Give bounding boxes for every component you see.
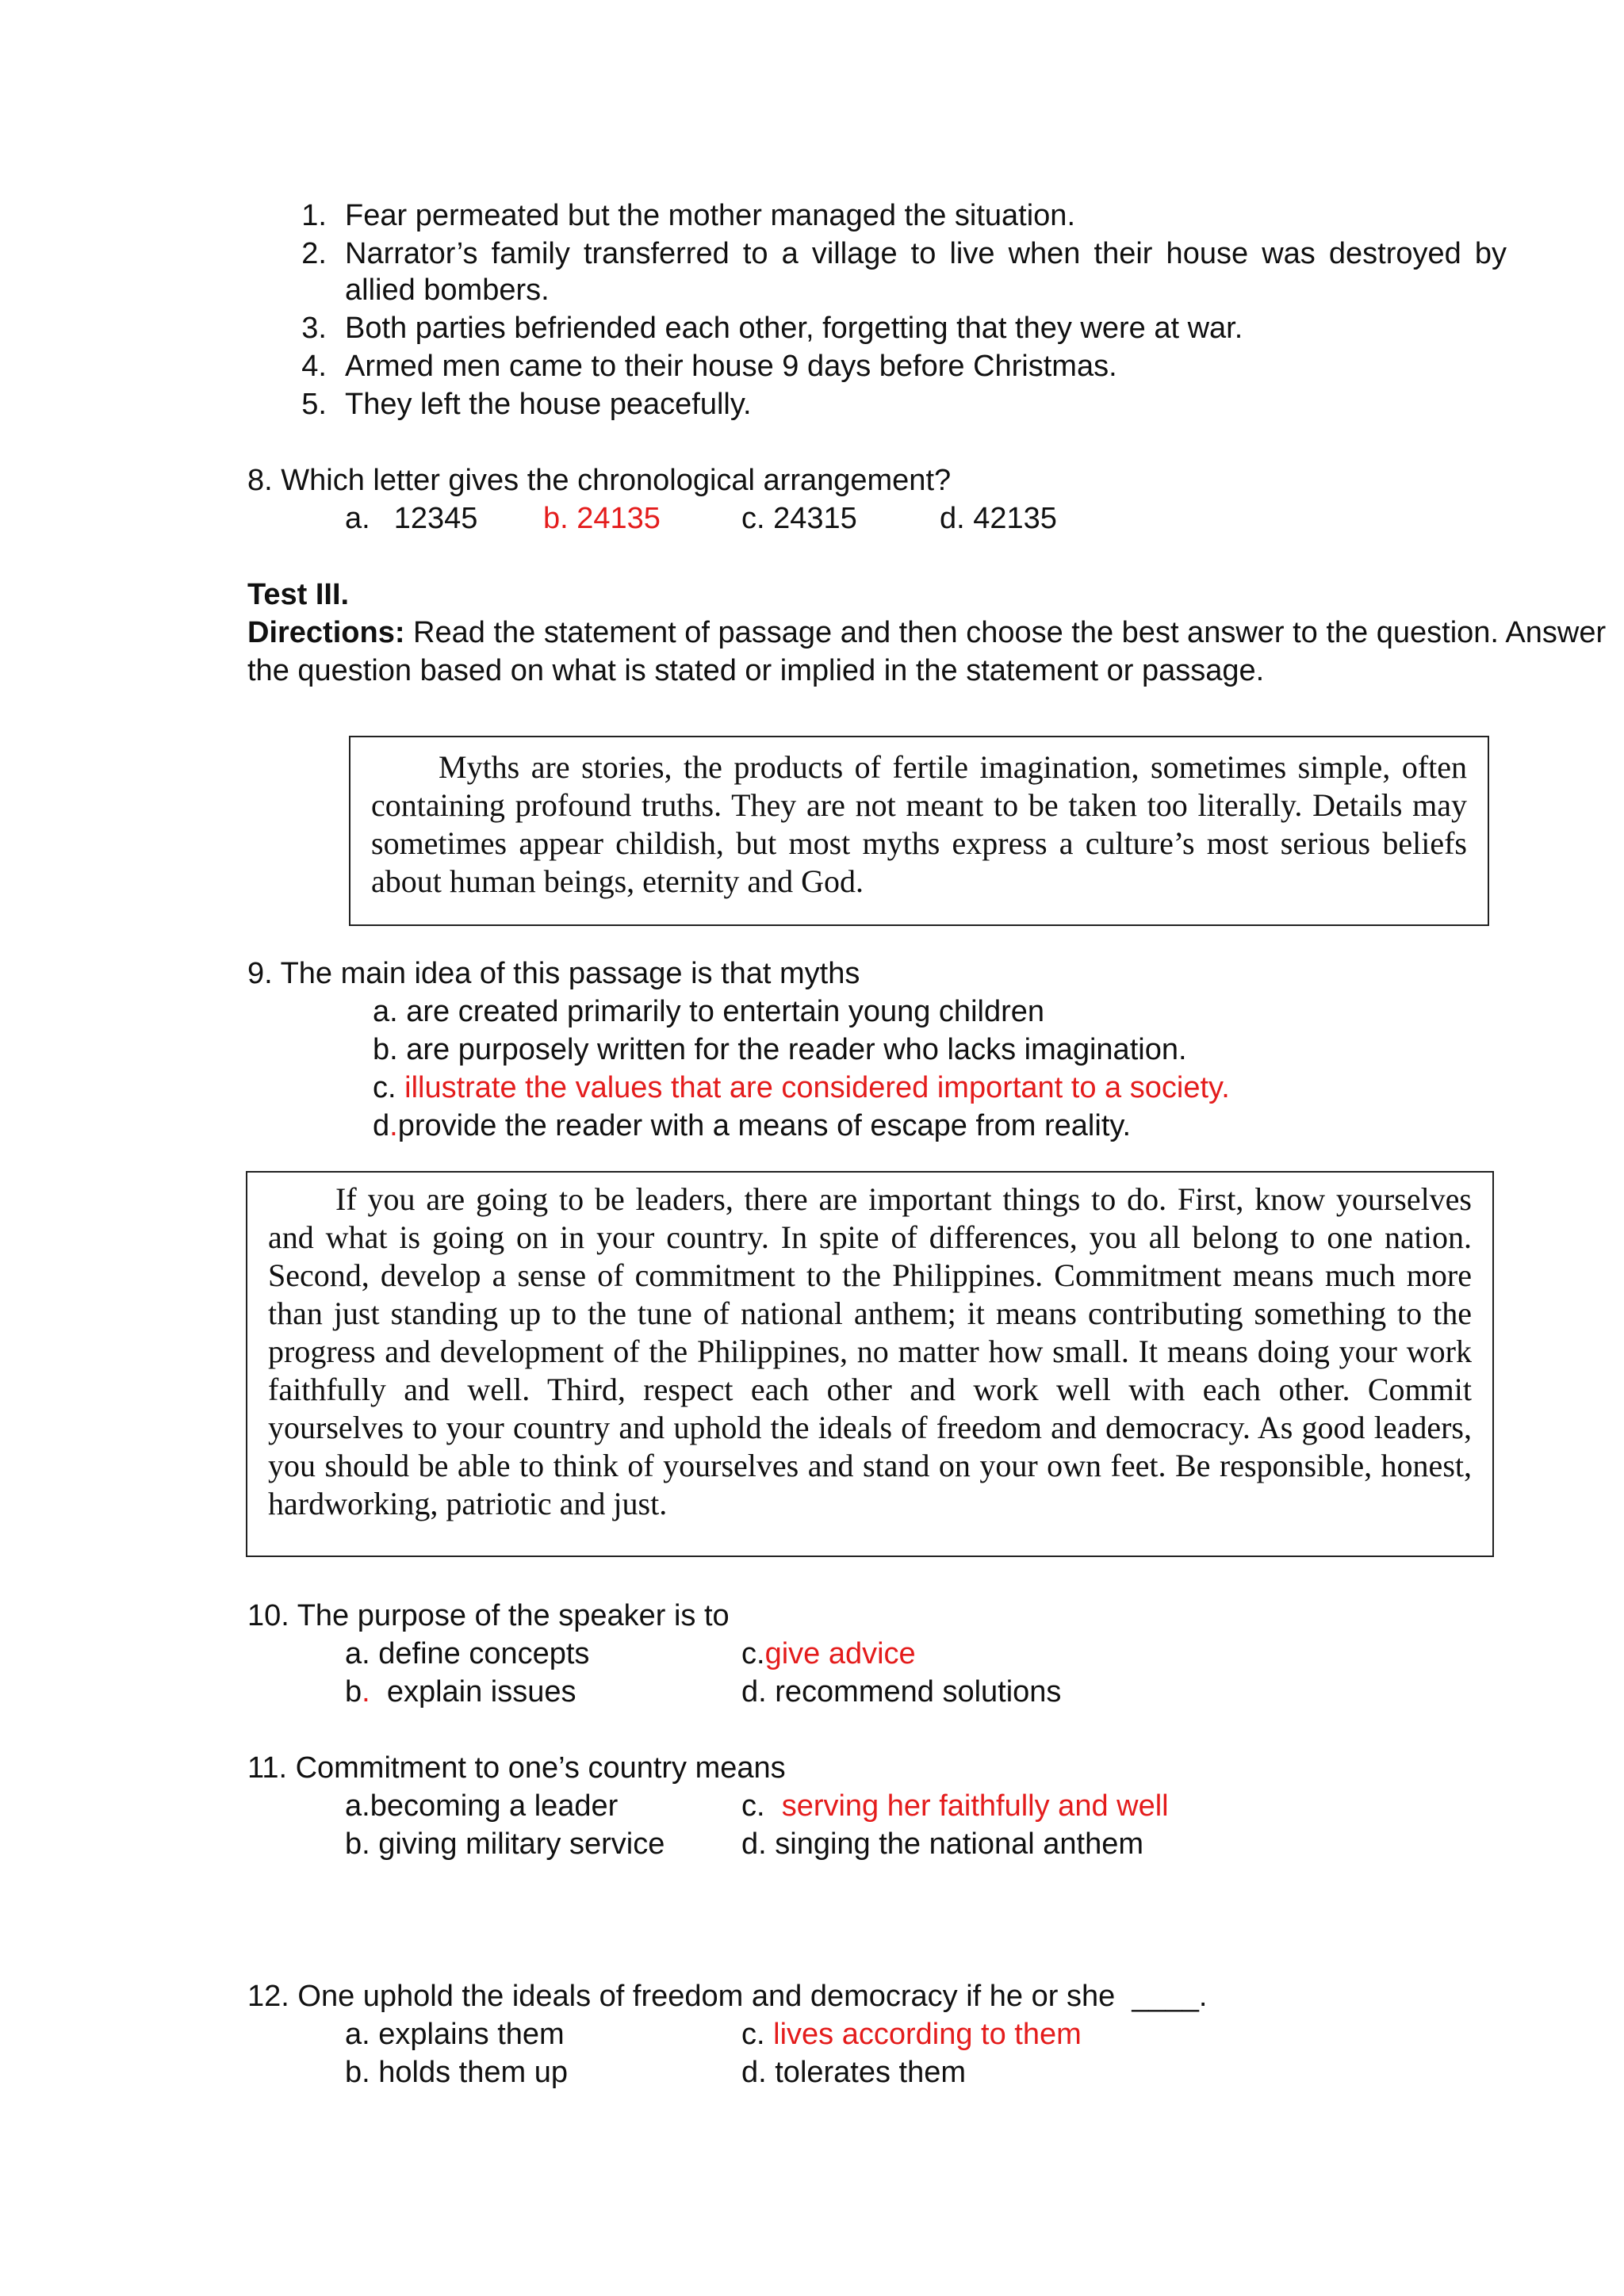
option-label: c. — [373, 1071, 405, 1104]
question-stem: 9. The main idea of this passage is that myths — [247, 957, 860, 990]
option-a — [345, 500, 477, 537]
option-text: 12345 — [393, 502, 478, 535]
option-d: d. singing the national anthem — [741, 1827, 1144, 1861]
option-b-answer: b. 24135 — [543, 502, 661, 535]
event-number: 4. — [301, 350, 327, 383]
option-label: c. — [741, 1637, 765, 1670]
event-number: 2. — [301, 237, 327, 270]
event-item: They left the house peacefully. — [345, 388, 752, 421]
event-number: 5. — [301, 388, 327, 421]
option-label: c. — [741, 2018, 774, 2051]
event-number: 1. — [301, 199, 327, 232]
passage-text: If you are going to be leaders, there are important things to do. First, know yourselves and what is going on in your country. In spite of differences, you all belong to one nation. Second, develop a sense of commitment to the Philippines. Commitment means much more than just standing up to the tune of national anthem; it means contributing something to the progress and development of the Philippines, no matter how small. It means doing your work faithfully and well. Third, respect each other and work well with each other. Commit yourselves to your country and uphold the ideals of freedom and democracy. As good leaders, you should be able to think of yourselves and stand on your own feet. Be responsible, honest, hardworking, patriotic and just. — [268, 1181, 1472, 1521]
option-c-answer — [741, 1788, 1169, 1824]
option-label: c. — [741, 1789, 782, 1823]
section-heading: Test III. — [247, 578, 350, 611]
option-text: serving her faithfully and well — [781, 1789, 1169, 1823]
option-b: b. are purposely written for the reader who lacks imagination. — [373, 1033, 1187, 1066]
option-dot: . — [362, 1675, 370, 1709]
option-label: b — [345, 1675, 362, 1709]
option-label: a. — [345, 502, 370, 535]
event-item: Fear permeated but the mother managed the situation. — [345, 199, 1075, 232]
option-text: lives according to them — [773, 2018, 1082, 2051]
passage-box-leaders — [246, 1171, 1494, 1557]
option-c-answer — [741, 2016, 1082, 2053]
option-a: a. are created primarily to entertain young children — [373, 995, 1045, 1028]
directions-text: Read the statement of passage and then choose the best answer to the question. Answer — [404, 616, 1607, 649]
option-a: a. define concepts — [345, 1637, 590, 1670]
option-dot: . — [389, 1109, 398, 1142]
option-b: b. holds them up — [345, 2056, 568, 2089]
option-c-answer — [741, 1636, 916, 1672]
option-d: d. tolerates them — [741, 2056, 967, 2089]
option-b: b. giving military service — [345, 1827, 665, 1861]
directions-line-2: the question based on what is stated or implied in the statement or passage. — [247, 654, 1265, 687]
question-stem: 12. One uphold the ideals of freedom and democracy if he or she ____. — [247, 1980, 1208, 2013]
option-c: c. 24315 — [741, 502, 857, 535]
passage-box-myths — [349, 736, 1489, 926]
option-text: illustrate the values that are considered important to a society. — [404, 1071, 1230, 1104]
event-item: Armed men came to their house 9 days before Christmas. — [345, 350, 1117, 383]
option-b — [345, 1674, 576, 1710]
directions-label: Directions: — [247, 616, 405, 649]
question-stem: 8. Which letter gives the chronological arrangement? — [247, 464, 952, 497]
question-stem: 11. Commitment to one’s country means — [247, 1751, 786, 1785]
event-item: Narrator’s family transferred to a village to live when their house was destroyed by allied bombers. — [345, 237, 1507, 307]
directions-line-1 — [247, 614, 1606, 651]
option-a: a.becoming a leader — [345, 1789, 619, 1823]
passage-text: Myths are stories, the products of fertile imagination, sometimes simple, often containing profound truths. They are not meant to be taken too literally. Details may sometimes appear childish, but most myths express a culture’s most serious beliefs about human beings, eternity and God. — [371, 749, 1467, 899]
option-text: give advice — [764, 1637, 916, 1670]
event-number: 3. — [301, 312, 327, 345]
option-d: d. recommend solutions — [741, 1675, 1062, 1709]
option-text: explain issues — [370, 1675, 576, 1709]
option-d: d. 42135 — [940, 502, 1057, 535]
option-a: a. explains them — [345, 2018, 565, 2051]
option-c-answer — [373, 1070, 1230, 1106]
question-stem: 10. The purpose of the speaker is to — [247, 1599, 730, 1632]
option-text: provide the reader with a means of escape from reality. — [397, 1109, 1132, 1142]
option-label: d — [373, 1109, 390, 1142]
option-d — [373, 1108, 1131, 1144]
event-item: Both parties befriended each other, forgetting that they were at war. — [345, 312, 1243, 345]
